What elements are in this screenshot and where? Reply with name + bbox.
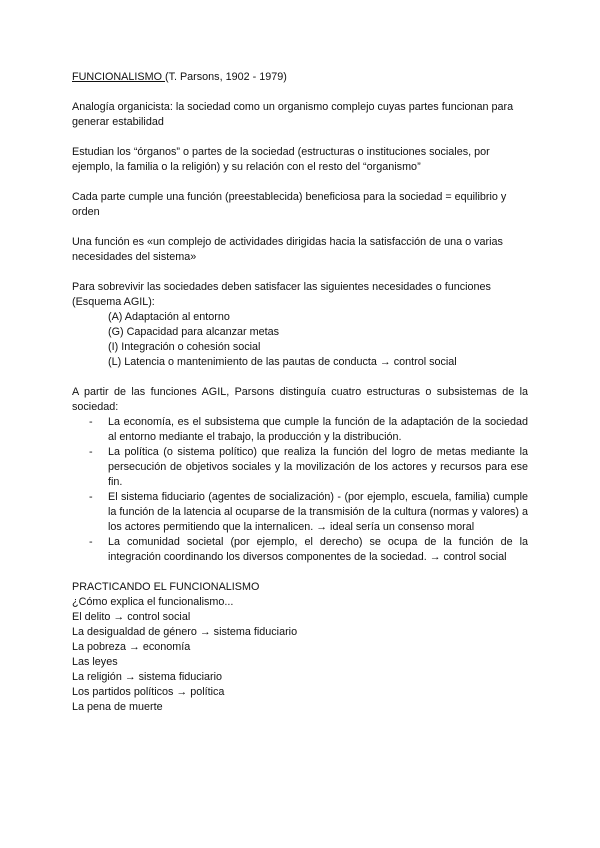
dash-bullet: -	[89, 446, 93, 458]
subsystems-list	[72, 415, 528, 565]
paragraph-analogy: Analogía organicista: la sociedad como un organismo complejo cuyas partes funcionan para generar estabilidad	[72, 101, 514, 128]
practice-item: La pena de muerte	[72, 701, 163, 713]
document-page	[72, 70, 528, 715]
subsystem-text: La comunidad societal (por ejemplo, el derecho) se ocupa de la función de la integración coordinando los diversos componentes de la sociedad. → control social	[108, 536, 528, 563]
practice-item: La pobreza → economía	[72, 641, 191, 653]
subsystem-community	[72, 535, 528, 565]
paragraph-survive: Para sobrevivir las sociedades deben satisfacer las siguientes necesidades o funciones (Esquema AGIL):	[72, 281, 491, 308]
paragraph-function: Cada parte cumple una función (preestablecida) beneficiosa para la sociedad = equilibrio y orden	[72, 191, 507, 218]
subsystem-politics	[72, 445, 528, 490]
subsystems-intro: A partir de las funciones AGIL, Parsons distinguía cuatro estructuras o subsistemas de la sociedad:	[72, 386, 528, 413]
agil-item-g: (G) Capacidad para alcanzar metas	[108, 326, 280, 338]
practice-item: Los partidos políticos → política	[72, 686, 225, 698]
practice-heading: PRACTICANDO EL FUNCIONALISMO	[72, 581, 260, 593]
agil-item-i: (I) Integración o cohesión social	[108, 341, 261, 353]
document-title	[72, 70, 528, 85]
dash-bullet: -	[89, 416, 93, 428]
paragraph-definition: Una función es «un complejo de actividades dirigidas hacia la satisfacción de una o varias necesidades del sistema»	[72, 236, 503, 263]
agil-item-l: (L) Latencia o mantenimiento de las pautas de conducta → control social	[108, 356, 457, 368]
agil-item-a: (A) Adaptación al entorno	[108, 311, 230, 323]
subsystem-text: La política (o sistema político) que realiza la función del logro de metas mediante la persecución de objetivos sociales y la movilización de los actores y recursos para ese fin.	[108, 446, 528, 488]
practice-question: ¿Cómo explica el funcionalismo...	[72, 596, 234, 608]
title-main: FUNCIONALISMO	[72, 71, 165, 83]
subsystem-text: El sistema fiduciario (agentes de socialización) - (por ejemplo, escuela, familia) cumple la función de la latencia al ocuparse de la transmisión de la cultura (normas y valores) a los actores permitiendo que la internalicen. → ideal sería un consenso moral	[108, 491, 528, 533]
practice-item: Las leyes	[72, 656, 118, 668]
agil-list	[72, 310, 528, 370]
title-sub: (T. Parsons, 1902 - 1979)	[164, 71, 287, 83]
practice-item: El delito → control social	[72, 611, 191, 623]
subsystem-text: La economía, es el subsistema que cumple la función de la adaptación de la sociedad al entorno mediante el trabajo, la producción y la distribución.	[108, 416, 528, 443]
practice-item: La desigualdad de género → sistema fiduciario	[72, 626, 298, 638]
paragraph-organs: Estudian los “órganos” o partes de la sociedad (estructuras o instituciones sociales, por ejemplo, la familia o la religión) y su relación con el resto del “organismo”	[72, 146, 490, 173]
dash-bullet: -	[89, 491, 93, 503]
dash-bullet: -	[89, 536, 93, 548]
practice-item: La religión → sistema fiduciario	[72, 671, 223, 683]
subsystem-economy	[72, 415, 528, 445]
subsystem-fiduciary	[72, 490, 528, 535]
